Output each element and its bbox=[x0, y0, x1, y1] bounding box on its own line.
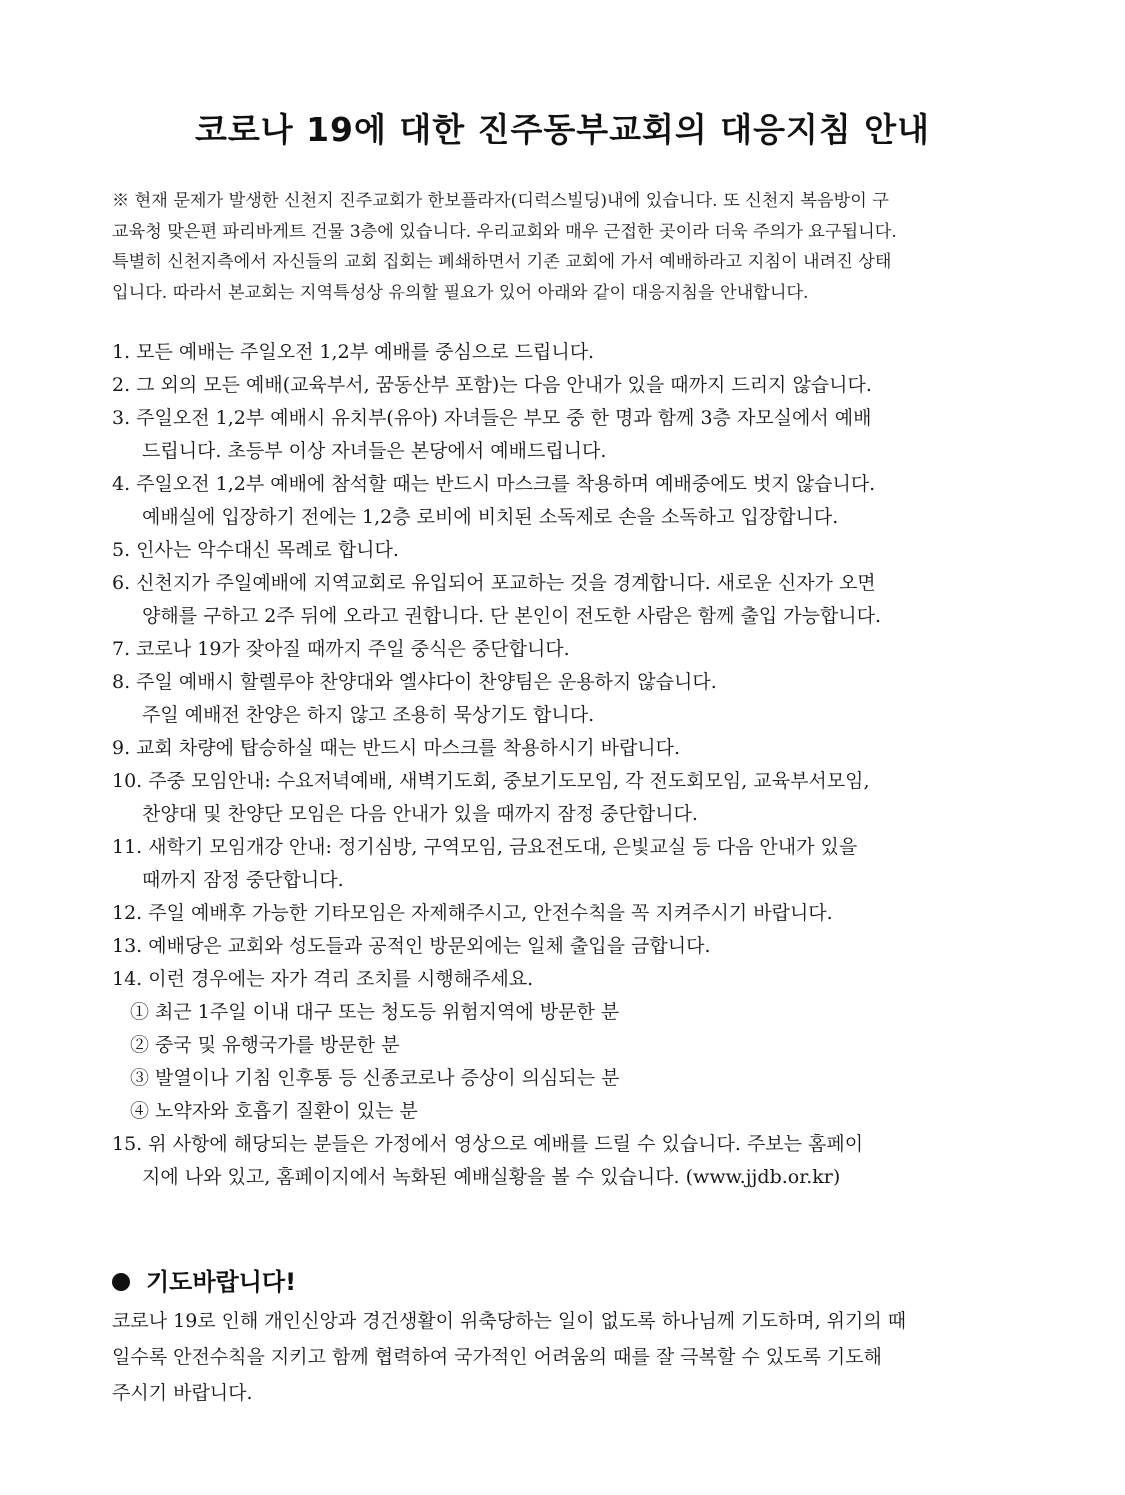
quarantine-case: ④ 노약자와 호흡기 질환이 있는 분 bbox=[130, 1100, 418, 1122]
guideline-item bbox=[112, 336, 1017, 369]
guideline-item bbox=[112, 963, 1017, 996]
guideline-item bbox=[112, 1128, 1017, 1194]
prayer-paragraph bbox=[112, 1303, 1017, 1411]
guideline-line: 5. 인사는 악수대신 목례로 합니다. bbox=[112, 539, 399, 561]
guideline-line: 9. 교회 차량에 탑승하실 때는 반드시 마스크를 착용하시기 바랍니다. bbox=[112, 737, 681, 759]
guideline-line: 8. 주일 예배시 할렐루야 찬양대와 엘샤다이 찬양팀은 운용하지 않습니다. bbox=[112, 671, 717, 693]
guideline-line: 13. 예배당은 교회와 성도들과 공적인 방문외에는 일체 출입을 금합니다. bbox=[112, 935, 711, 957]
guideline-item bbox=[112, 666, 1017, 732]
guideline-line: 10. 주중 모임안내: 수요저녁예배, 새벽기도회, 중보기도모임, 각 전도회모임, 교육부서모임, bbox=[112, 770, 870, 792]
prayer-heading bbox=[112, 1262, 296, 1297]
bullet-dot-icon bbox=[112, 1273, 130, 1291]
guideline-line: 15. 위 사항에 해당되는 분들은 가정에서 영상으로 예배를 드릴 수 있습니다. 주보는 홈페이 bbox=[112, 1133, 864, 1155]
prayer-line: 주시기 바랍니다. bbox=[112, 1382, 253, 1404]
quarantine-case: ① 최근 1주일 이내 대구 또는 청도등 위험지역에 방문한 분 bbox=[130, 1001, 620, 1023]
guideline-line: 찬양대 및 찬양단 모임은 다음 안내가 있을 때까지 잠정 중단합니다. bbox=[142, 803, 698, 825]
prayer-line: 일수록 안전수칙을 지키고 함께 협력하여 국가적인 어려움의 때를 잘 극복할 수 있도록 기도해 bbox=[112, 1346, 882, 1368]
guideline-item bbox=[112, 831, 1017, 897]
guideline-item bbox=[112, 567, 1017, 633]
guideline-line: 지에 나와 있고, 홈페이지에서 녹화된 예배실황을 볼 수 있습니다. (www.jjdb.or.kr) bbox=[142, 1166, 841, 1188]
guideline-line: 1. 모든 예배는 주일오전 1,2부 예배를 중심으로 드립니다. bbox=[112, 341, 595, 363]
prayer-heading-text: 기도바랍니다! bbox=[146, 1268, 297, 1296]
guideline-item bbox=[112, 402, 1017, 468]
document-title: 코로나 19에 대한 진주동부교회의 대응지침 안내 bbox=[194, 110, 931, 149]
guideline-item bbox=[112, 534, 1017, 567]
guideline-line: 2. 그 외의 모든 예배(교육부서, 꿈동산부 포함)는 다음 안내가 있을 때까지 드리지 않습니다. bbox=[112, 374, 872, 396]
notice-line: ※ 현재 문제가 발생한 신천지 진주교회가 한보플라자(디럭스빌딩)내에 있습니다. 또 신천지 복음방이 구 bbox=[112, 191, 889, 211]
guideline-line: 12. 주일 예배후 가능한 기타모임은 자제해주시고, 안전수칙을 꼭 지켜주시기 바랍니다. bbox=[112, 902, 833, 924]
guideline-line: 6. 신천지가 주일예배에 지역교회로 유입되어 포교하는 것을 경계합니다. 새로운 신자가 오면 bbox=[112, 572, 876, 594]
guideline-item bbox=[112, 732, 1017, 765]
guideline-item bbox=[112, 633, 1017, 666]
guideline-list bbox=[112, 336, 1017, 1194]
guideline-line: 4. 주일오전 1,2부 예배에 참석할 때는 반드시 마스크를 착용하며 예배중에도 벗지 않습니다. bbox=[112, 473, 876, 495]
guideline-line: 11. 새학기 모임개강 안내: 정기심방, 구역모임, 금요전도대, 은빛교실 등 다음 안내가 있을 bbox=[112, 836, 858, 858]
notice-line: 교육청 맞은편 파리바게트 건물 3층에 있습니다. 우리교회와 매우 근접한 곳이라 더욱 주의가 요구됩니다. bbox=[112, 221, 897, 242]
notice-line: 특별히 신천지측에서 자신들의 교회 집회는 폐쇄하면서 기존 교회에 가서 예배하라고 지침이 내려진 상태 bbox=[112, 252, 892, 272]
quarantine-case: ③ 발열이나 기침 인후통 등 신종코로나 증상이 의심되는 분 bbox=[130, 1067, 620, 1089]
guideline-line: 양해를 구하고 2주 뒤에 오라고 권합니다. 단 본인이 전도한 사람은 함께 출입 가능합니다. bbox=[142, 605, 882, 627]
guideline-line: 7. 코로나 19가 잦아질 때까지 주일 중식은 중단합니다. bbox=[112, 638, 570, 660]
guideline-line: 주일 예배전 찬양은 하지 않고 조용히 묵상기도 합니다. bbox=[142, 704, 595, 726]
guideline-line: 예배실에 입장하기 전에는 1,2층 로비에 비치된 소독제로 손을 소독하고 입장합니다. bbox=[142, 506, 839, 528]
guideline-item bbox=[112, 897, 1017, 930]
guideline-line: 3. 주일오전 1,2부 예배시 유치부(유아) 자녀들은 부모 중 한 명과 함께 3층 자모실에서 예배 bbox=[112, 407, 872, 429]
guideline-item bbox=[112, 369, 1017, 402]
notice-line: 입니다. 따라서 본교회는 지역특성상 유의할 필요가 있어 아래와 같이 대응지침을 안내합니다. bbox=[112, 282, 809, 303]
guideline-item bbox=[112, 930, 1017, 963]
notice-paragraph bbox=[112, 186, 1014, 308]
guideline-item bbox=[112, 765, 1017, 831]
guideline-line: 14. 이런 경우에는 자가 격리 조치를 시행해주세요. bbox=[112, 968, 534, 990]
prayer-line: 코로나 19로 인해 개인신앙과 경건생활이 위축당하는 일이 없도록 하나님께 기도하며, 위기의 때 bbox=[112, 1310, 907, 1332]
quarantine-case: ② 중국 및 유행국가를 방문한 분 bbox=[130, 1034, 400, 1056]
guideline-item bbox=[112, 468, 1017, 534]
guideline-line: 때까지 잠정 중단합니다. bbox=[142, 869, 344, 891]
guideline-line: 드립니다. 초등부 이상 자녀들은 본당에서 예배드립니다. bbox=[142, 440, 607, 462]
